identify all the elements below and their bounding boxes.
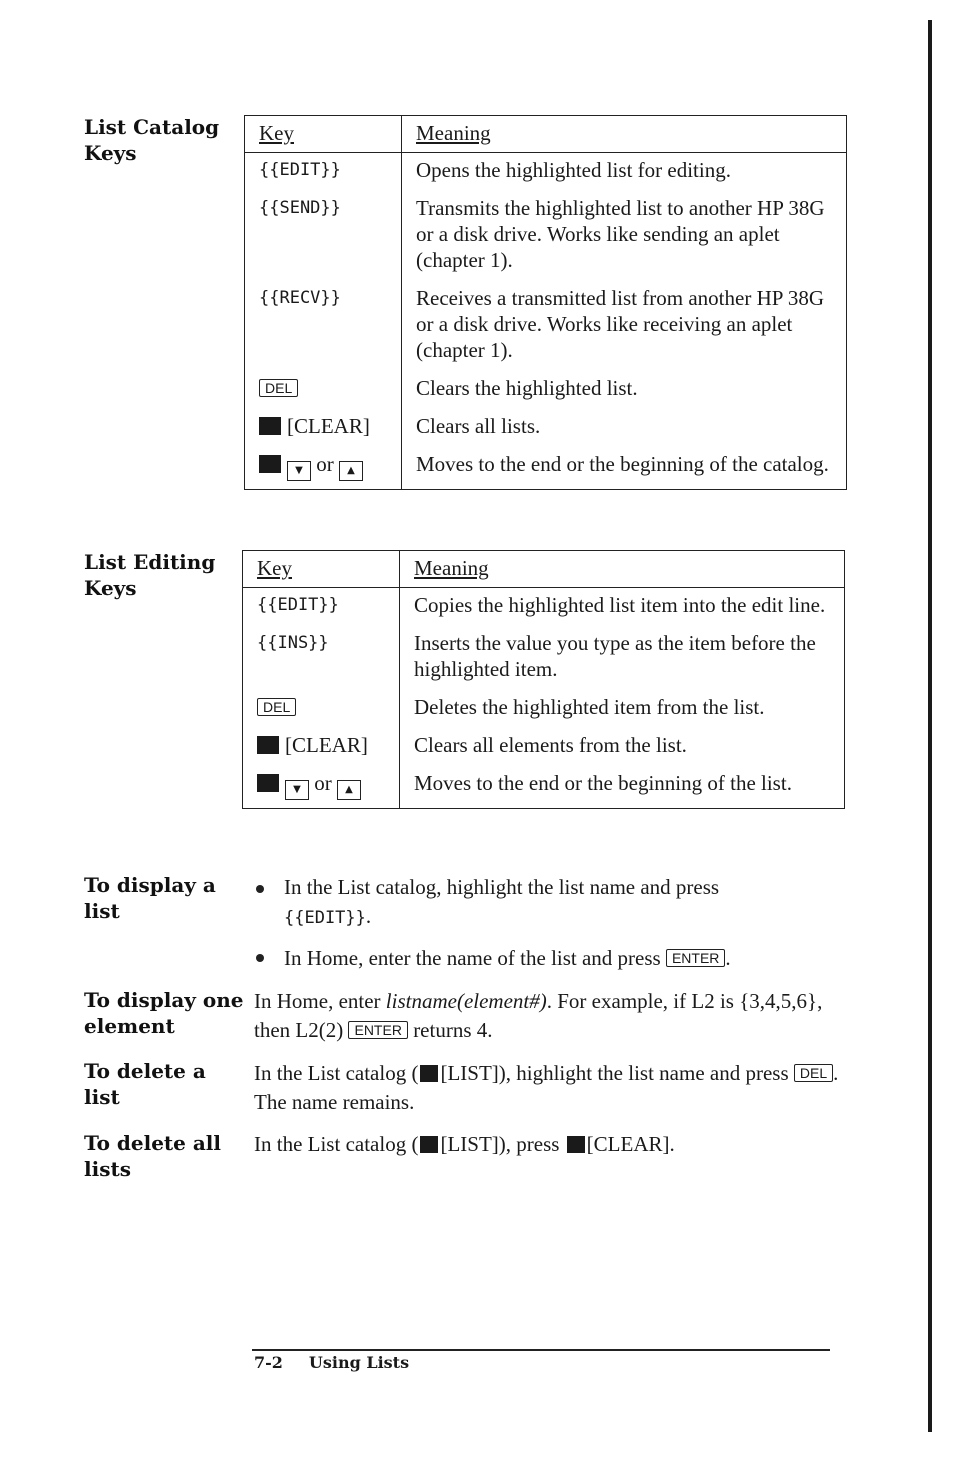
editing-side-title: List Editing Keys [84,550,216,600]
del-key-icon: DEL [259,379,298,397]
row-meaning: Deletes the highlighted item from the list. [414,695,765,719]
table-row [243,626,845,690]
row-key: [CLEAR] [243,728,400,766]
row-meaning: Clears the highlighted list. [416,376,638,400]
shift-key-icon [257,774,279,792]
display-list-step-1: In the List catalog, highlight the list name and press {{EDIT}}. [284,875,720,928]
footer-rule [252,1349,830,1351]
enter-key-icon: ENTER [348,1021,407,1039]
page-edge-rule [928,20,932,1432]
del-key-icon: DEL [794,1064,833,1082]
table-row [245,191,847,281]
row-meaning: Clears all lists. [416,414,541,438]
table-row [243,690,845,728]
shift-key-icon [259,417,281,435]
page-footer [254,1353,409,1372]
table-row [243,766,845,809]
shift-key-icon [567,1136,585,1153]
row-key: {{SEND}} [245,191,402,281]
display-list-title: To display a list [84,873,216,923]
page-number: 7-2 [254,1353,283,1372]
row-key: ▼ or ▲ [245,447,402,490]
table-row [243,728,845,766]
delete-list-title: To delete a list [84,1059,206,1109]
down-arrow-key-icon: ▼ [285,780,309,800]
table-row [245,409,847,447]
del-key-icon: DEL [257,698,296,716]
catalog-header-key: Key [245,116,402,153]
up-arrow-key-icon: ▲ [339,461,363,481]
editing-header-meaning: Meaning [400,551,845,588]
shift-key-icon [257,736,279,754]
catalog-header-meaning: Meaning [402,116,847,153]
delete-list-text: In the List catalog ( [LIST]), highlight the list name and press DEL . The name remains. [254,1061,839,1114]
row-meaning: Moves to the end or the beginning of the catalog. [416,452,829,476]
row-meaning: Opens the highlighted list for editing. [416,158,731,182]
row-key: {{RECV}} [245,281,402,371]
shift-key-icon [259,455,281,473]
shift-key-icon [420,1065,438,1082]
catalog-side-title: List Catalog Keys [84,115,220,165]
enter-key-icon: ENTER [666,949,725,967]
row-key [245,371,402,409]
up-arrow-key-icon: ▲ [337,780,361,800]
editing-header-key: Key [243,551,400,588]
delete-all-title: To delete all lists [84,1131,222,1181]
row-key: [CLEAR] [245,409,402,447]
row-key: {{EDIT}} [243,588,400,627]
section-name: Using Lists [308,1353,410,1372]
table-row [245,153,847,192]
row-meaning: Transmits the highlighted list to another HP 38G or a disk drive. Works like sending an aplet (chapter 1). [416,196,825,272]
display-list-step-2: In Home, enter the name of the list and press ENTER . [284,946,731,970]
row-meaning: Receives a transmitted list from another HP 38G or a disk drive. Works like receiving an aplet (chapter 1). [416,286,825,362]
display-element-title: To display one element [84,988,244,1038]
row-key [243,690,400,728]
catalog-keys-table [244,115,847,490]
bullet-icon [254,944,270,960]
delete-all-text: In the List catalog ( [LIST]), press [CLEAR]. [254,1132,675,1156]
row-key: ▼ or ▲ [243,766,400,809]
display-element-text: In Home, enter listname(element#). For example, if L2 is {3,4,5,6}, then L2(2) ENTER returns 4. [254,989,823,1042]
row-key: {{EDIT}} [245,153,402,192]
table-row [245,371,847,409]
row-meaning: Copies the highlighted list item into the edit line. [414,593,826,617]
shift-key-icon [420,1136,438,1153]
bullet-icon [254,875,270,891]
row-meaning: Moves to the end or the beginning of the list. [414,771,792,795]
table-row [245,281,847,371]
table-row [245,447,847,490]
row-key: {{INS}} [243,626,400,690]
down-arrow-key-icon: ▼ [287,461,311,481]
editing-keys-table [242,550,845,809]
row-meaning: Inserts the value you type as the item before the highlighted item. [414,631,816,681]
row-meaning: Clears all elements from the list. [414,733,687,757]
table-row [243,588,845,627]
